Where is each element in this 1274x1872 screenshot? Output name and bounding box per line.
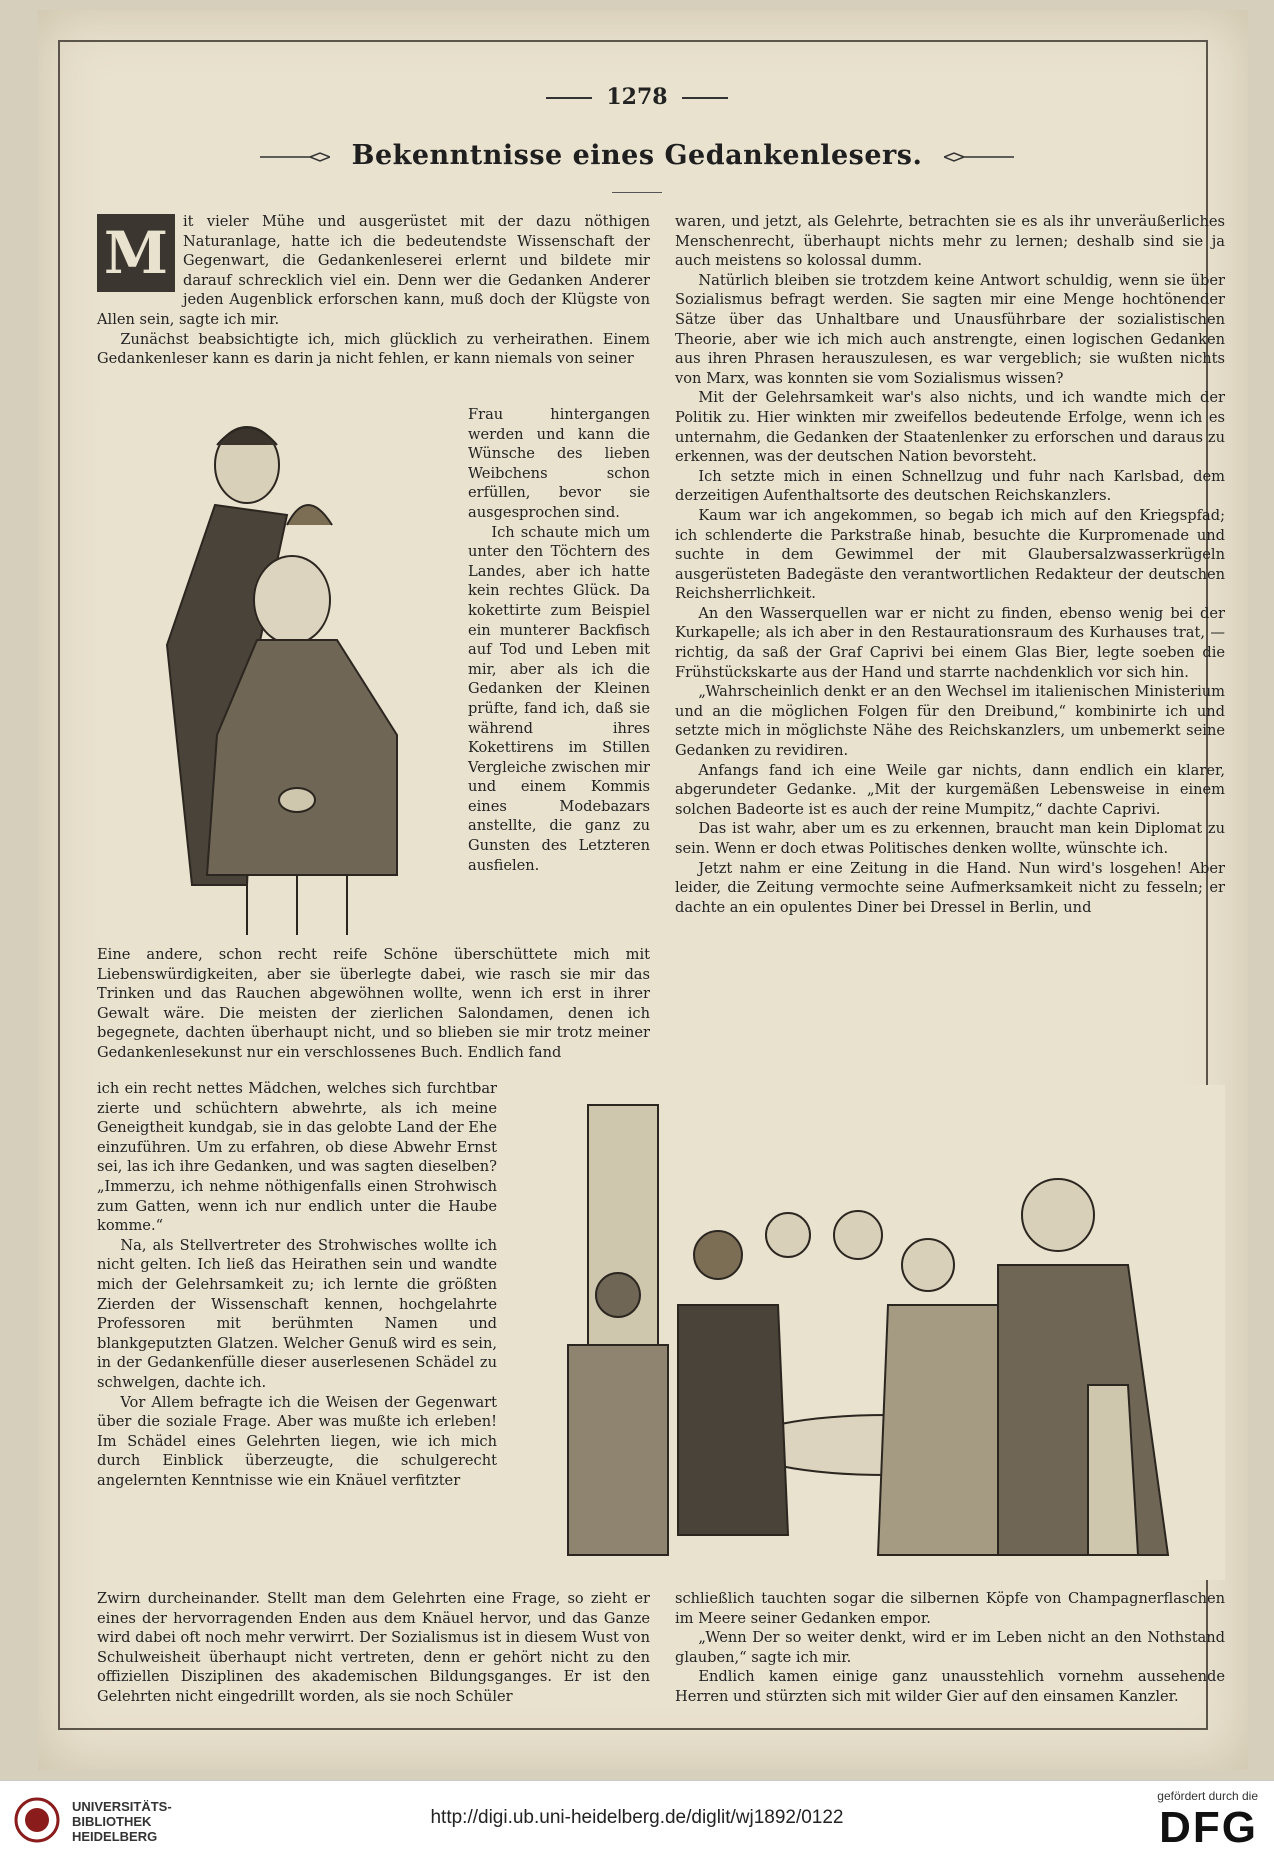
- paragraph: Das ist wahr, aber um es zu erkennen, braucht man kein Diplomat zu sein. Wenn er doch etwas Politisches denken wollte, wünschte ich.: [675, 820, 1225, 857]
- library-name-line2: BIBLIOTHEK: [72, 1814, 152, 1829]
- paragraph: Natürlich bleiben sie trotzdem keine Antwort schuldig, wenn sie über Sozialismus befragt werden. Sie sagten mir eine Menge hochtönender Sätze über das Unhaltbare und Unausführbare der sozialistischen Theorie, aber wie ich mich auch anstrengte, einen logischen Gedanken aus ihren Phrasen herauszulesen, es war vergeblich; sie wußten nichts von Marx, was konnten sie vom Sozialismus wissen?: [675, 271, 1225, 387]
- paragraph: Zunächst beabsichtigte ich, mich glücklich zu verheirathen. Einem Gedankenleser kann es darin ja nicht fehlen, er kann niemals von seiner: [97, 330, 650, 368]
- dfg-logo: DFG: [1159, 1803, 1258, 1852]
- paragraph: Kaum war ich angekommen, so begab ich mich auf den Kriegspfad; ich schlenderte die Parkstraße hinab, besuchte die Kurpromenade und suchte in dem Gewimmel der mit Glaubersalzwasserkrügeln ausgerüsteten Badegäste den verantwortlichen Redakteur der deutschen Reichsherrlichkeit.: [675, 506, 1225, 603]
- dropcap: M: [97, 214, 175, 292]
- page-number: 1278: [0, 84, 1274, 110]
- illustration-thought-reader: [97, 405, 457, 935]
- paragraph: Anfangs fand ich eine Weile gar nichts, dann endlich ein klarer, abgerundeter Gedanke. „Mit der kurgemäßen Lebensweise in einem solchen Badeorte ist es auch der reine Mumpitz,“ dachte Caprivi.: [675, 761, 1225, 818]
- paragraph: Eine andere, schon recht reife Schöne überschüttete mich mit Liebenswürdigkeiten, aber sie überlegte dabei, wie rasch sie mir das Trinken und das Rauchen abgewöhnen wollte, wenn ich erst in ihrer Gewalt wäre. Die meisten der zierlichen Salondamen, denen ich begegnete, dachten überhaupt nicht, und so blieben sie mir trotz meiner Gedankenlesekunst nur ein verschlossenes Buch. Endlich fand: [97, 946, 650, 1061]
- illustration-cafe-scene: [528, 1085, 1225, 1580]
- paragraph: Jetzt nahm er eine Zeitung in die Hand. Nun wird's losgehen! Aber leider, die Zeitung vermochte seine Aufmerksamkeit nicht zu fesseln; er dachte an ein opulentes Diner bei Dressel in Berlin, und: [675, 859, 1225, 916]
- left-column-beside-figure: [468, 405, 650, 875]
- paragraph: Na, als Stellvertreter des Strohwisches wollte ich nicht gelten. Ich ließ das Heirathen sein und wandte mich der Gelehrsamkeit zu; ich lernte die größten Zierden der Wissenschaft kennen, hochgelahrte Professoren mit berühmten Namen und blankgeputzten Glatzen. Welcher Genuß wird es sein, in der Gedankenfülle dieser auserlesenen Schädel zu schwelgen, dachte ich.: [97, 1236, 497, 1391]
- funder-branding: [1088, 1789, 1258, 1853]
- article-title: Bekenntnisse eines Gedankenlesers.: [0, 140, 1274, 171]
- paragraph: Ich schaute mich um unter den Töchtern des Landes, aber ich hatte kein rechtes Glück. Da kokettirte zum Beispiel ein munterer Backfisch auf Tod und Leben mit mir, aber als ich die Gedanken der Kleinen prüfte, fand ich, daß sie während ihres Kokettirens im Stillen Vergleiche zwischen mir und einem Kommis eines Modebazars anstellte, die ganz zu Gunsten des Letzteren ausfielen.: [468, 523, 650, 874]
- paragraph: „Wahrscheinlich denkt er an den Wechsel im italienischen Ministerium und an die möglichen Folgen für den Dreibund,“ kombinirte ich und setzte mich in möglichste Nähe des Reichskanzlers, um unbemerkt seine Gedanken zu revidiren.: [675, 683, 1225, 760]
- paragraph: Vor Allem befragte ich die Weisen der Gegenwart über die soziale Frage. Aber was mußte ich erleben! Im Schädel eines Gelehrten liegen, wie ich mich durch Einblick überzeugte, die schulgerecht angelernten Kenntnisse wie ein Knäuel verfitzter: [97, 1393, 497, 1489]
- footer-bar: [0, 1780, 1274, 1872]
- university-seal-icon: [14, 1797, 60, 1843]
- funded-by-label: gefördert durch die: [1157, 1789, 1258, 1803]
- library-name-line3: HEIDELBERG: [72, 1829, 158, 1844]
- library-name-line1: UNIVERSITÄTS-: [72, 1799, 172, 1814]
- left-column-bottom: [97, 1589, 650, 1707]
- illustration-cafe-scene-image: [528, 1085, 1225, 1580]
- source-url-link[interactable]: http://digi.ub.uni-heidelberg.de/diglit/wj1892/0122: [430, 1807, 844, 1828]
- paragraph: ich ein recht nettes Mädchen, welches sich furchtbar zierte und schüchtern abwehrte, als ich meine Geneigtheit kundgab, sie in das gelobte Land der Ehe einzuführen. Um zu erfahren, ob diese Abwehr Ernst sei, las ich ihre Gedanken, und was sagten dieselben? „Immerzu, ich nehme nöthigenfalls einen Strohwisch zum Gatten, wenn ich nur endlich unter die Haube komme.“: [97, 1080, 497, 1235]
- paragraph: „Wenn Der so weiter denkt, wird er im Leben nicht an den Nothstand glauben,“ sagte ich mir.: [675, 1629, 1225, 1666]
- left-column-beside-cafe: [97, 1079, 497, 1490]
- paragraph: schließlich tauchten sogar die silbernen Köpfe von Champagnerflaschen im Meere seiner Gedanken empor.: [675, 1590, 1225, 1627]
- ornament-left-icon: [260, 152, 330, 162]
- right-column-top: [675, 212, 1225, 917]
- paragraph: Mit der Gelehrsamkeit war's also nichts, und ich wandte mich der Politik zu. Hier winkten mir zweifellos bedeutende Erfolge, wenn ich es unternahm, die Gedanken der Staatenlenker zu erforschen und daraus zu erkennen, was der deutschen Nation bevorsteht.: [675, 389, 1225, 466]
- right-column-bottom: [675, 1589, 1225, 1707]
- paragraph: waren, und jetzt, als Gelehrte, betrachten sie es als ihr unveräußerliches Menschenrecht, überhaupt nichts mehr zu lernen; deshalb sind sie ja auch meistens so kolossal dumm.: [675, 213, 1225, 270]
- ornament-right-icon: [944, 152, 1014, 162]
- paragraph: Endlich kamen einige ganz unausstehlich vornehm aussehende Herren und stürzten sich mit wilder Gier auf den einsamen Kanzler.: [675, 1668, 1225, 1705]
- illustration-thought-reader-image: [97, 405, 457, 935]
- paragraph: An den Wasserquellen war er nicht zu finden, ebenso wenig bei der Kurkapelle; als ich aber in den Restaurationsraum des Kurhauses trat, — richtig, da saß der Graf Caprivi bei einem Glas Bier, legte soeben die Frühstückskarte aus der Hand und starrte nachdenklich vor sich hin.: [675, 604, 1225, 681]
- title-rule: [612, 192, 662, 193]
- paragraph: Ich setzte mich in einen Schnellzug und fuhr nach Karlsbad, dem derzeitigen Aufenthaltsorte des deutschen Reichskanzlers.: [675, 467, 1225, 505]
- paragraph: Frau hintergangen werden und kann die Wünsche des lieben Weibchens schon erfüllen, bevor sie ausgesprochen sind.: [468, 406, 650, 521]
- left-column-intro: [97, 212, 650, 369]
- left-column-middle: [97, 945, 650, 1063]
- paragraph: Zwirn durcheinander. Stellt man dem Gelehrten eine Frage, so zieht er eines der hervorragenden Enden aus dem Knäuel hervor, und das Ganze wird dabei oft noch mehr verwirrt. Der Sozialismus ist in diesem Wust von Schulweisheit überhaupt nicht vertreten, denn er gehört nicht zu den offiziellen Disziplinen des akademischen Bildungsganges. Er ist den Gelehrten nicht eingedrillt worden, als sie noch Schüler: [97, 1590, 650, 1705]
- paragraph: M it vieler Mühe und ausgerüstet mit der dazu nöthigen Naturanlage, hatte ich die bedeutendste Wissenschaft der Gegenwart, die Gedankenleserei erlernt und bildete mir darauf schrecklich viel ein. Denn wer die Gedanken Anderer jeden Augenblick erforschen kann, muß doch der Klügste von Allen sein, sagte ich mir.: [97, 213, 650, 328]
